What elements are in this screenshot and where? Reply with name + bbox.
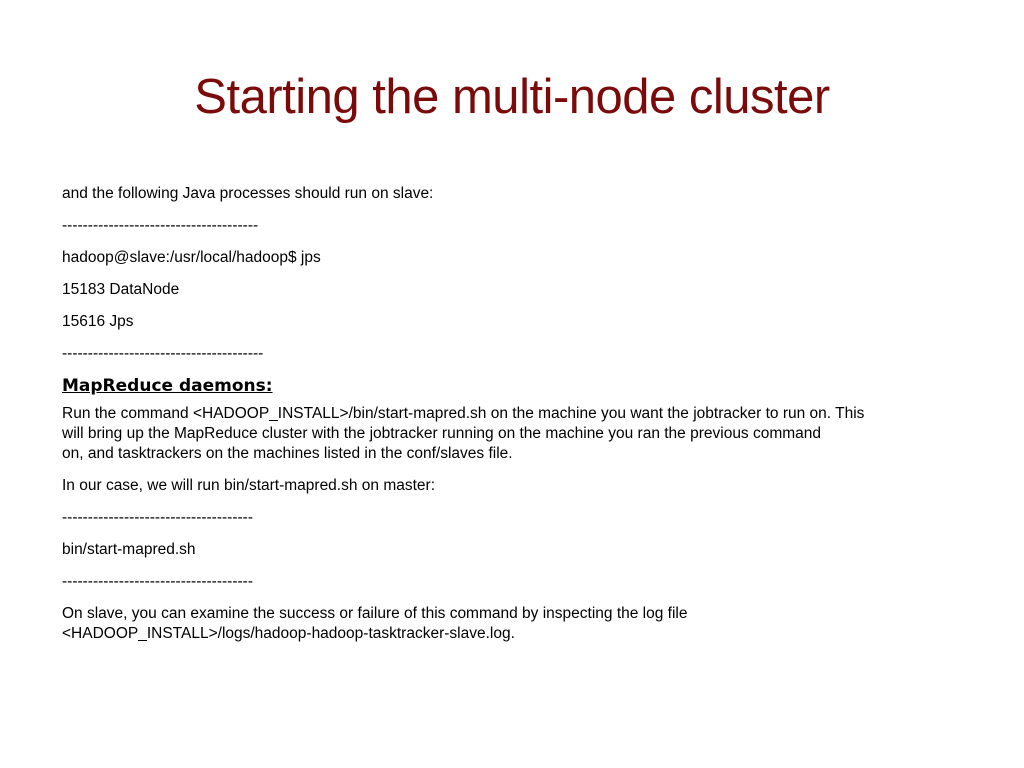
- separator-line: ---------------------------------------: [62, 345, 264, 362]
- start-mapred-command: bin/start-mapred.sh: [62, 541, 196, 558]
- jps-command: hadoop@slave:/usr/local/hadoop$ jps: [62, 249, 321, 266]
- run-command-paragraph: [62, 404, 962, 464]
- paragraph-line: Run the command <HADOOP_INSTALL>/bin/start-mapred.sh on the machine you want the jobtracker to run on. This: [62, 405, 865, 422]
- paragraph-line: <HADOOP_INSTALL>/logs/hadoop-hadoop-tasktracker-slave.log.: [62, 625, 515, 642]
- process-datanode: 15183 DataNode: [62, 281, 180, 298]
- our-case-text: In our case, we will run bin/start-mapred.sh on master:: [62, 477, 436, 494]
- paragraph-line: On slave, you can examine the success or failure of this command by inspecting the log file: [62, 605, 688, 622]
- intro-text: and the following Java processes should run on slave:: [62, 185, 434, 202]
- paragraph-line: on, and tasktrackers on the machines listed in the conf/slaves file.: [62, 445, 513, 462]
- paragraph-line: will bring up the MapReduce cluster with the jobtracker running on the machine you ran the previous command: [62, 425, 822, 442]
- process-jps: 15616 Jps: [62, 313, 134, 330]
- slave-log-paragraph: [62, 604, 962, 644]
- mapreduce-daemons-heading: MapReduce daemons:: [62, 376, 273, 396]
- slide-title: Starting the multi-node cluster: [194, 70, 830, 124]
- slide-body: [62, 184, 962, 656]
- separator-line: --------------------------------------: [62, 217, 259, 234]
- separator-line: -------------------------------------: [62, 573, 253, 590]
- separator-line: -------------------------------------: [62, 509, 253, 526]
